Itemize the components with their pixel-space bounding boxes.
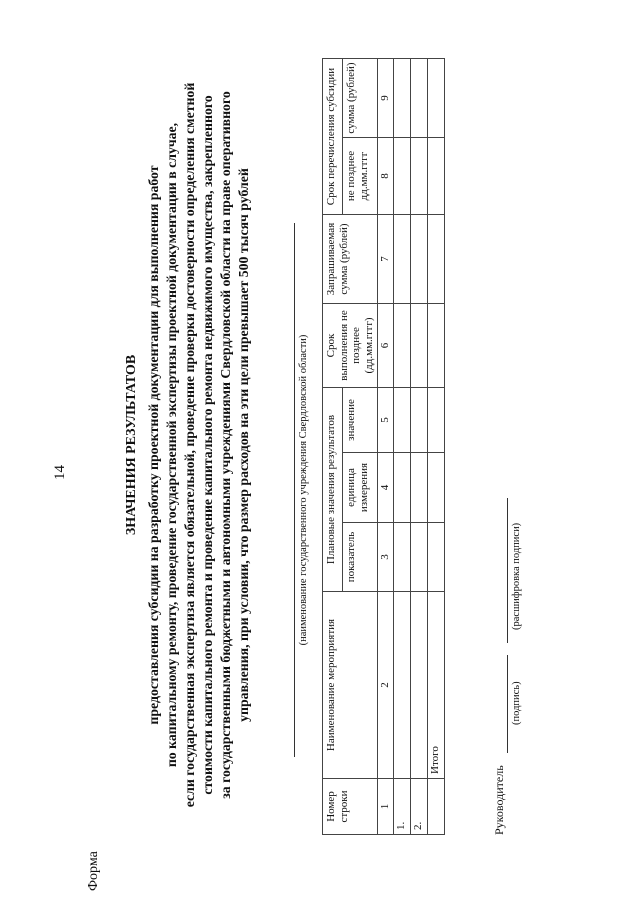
table-cell[interactable]	[428, 453, 445, 523]
table-cell[interactable]	[428, 523, 445, 592]
column-number: 5	[378, 388, 394, 453]
table-cell[interactable]	[411, 453, 428, 523]
header-unit: единица измерения	[343, 453, 378, 523]
signature-caption: (подпись)	[511, 681, 522, 725]
header-row-number: Номер строки	[323, 779, 378, 835]
header-value: значение	[343, 388, 378, 453]
table-cell[interactable]	[411, 215, 428, 304]
document-title: ЗНАЧЕНИЯ РЕЗУЛЬТАТОВ	[124, 354, 139, 536]
title-line: управления, при условии, что размер расходов на эти цели превышает 500 тысяч рублей	[236, 168, 251, 722]
table-cell[interactable]	[394, 388, 411, 453]
title-line: предоставления субсидии на разработку проектной документации для выполнения работ	[146, 165, 161, 725]
results-table	[322, 58, 445, 835]
form-label: Форма	[86, 851, 101, 891]
table-row	[411, 59, 428, 835]
signature-line[interactable]	[507, 655, 508, 753]
row-number: 2.	[411, 779, 428, 835]
signature-decode-line[interactable]	[507, 498, 508, 643]
header-deadline: Срок выполнения не позднее (дд.мм.гггг)	[323, 304, 378, 388]
table-cell[interactable]	[411, 523, 428, 592]
table-cell[interactable]	[394, 59, 411, 138]
table-cell[interactable]	[394, 215, 411, 304]
signature-decode-caption: (расшифровка подписи)	[511, 522, 522, 630]
row-number: 1.	[394, 779, 411, 835]
header-transfer-period: Срок перечисления субсидии	[323, 59, 343, 215]
head-label: Руководитель	[492, 765, 506, 835]
total-label: Итого	[428, 592, 445, 779]
table-cell[interactable]	[428, 388, 445, 453]
table-cell[interactable]	[428, 215, 445, 304]
page-number: 14	[52, 465, 68, 480]
column-number: 9	[378, 59, 394, 138]
table-cell[interactable]	[394, 523, 411, 592]
table-cell[interactable]	[411, 592, 428, 779]
column-number: 3	[378, 523, 394, 592]
institution-caption: (наименование государственного учреждения Свердловской области)	[298, 334, 309, 646]
column-number: 2	[378, 592, 394, 779]
total-row	[428, 59, 445, 835]
title-line: по капитальному ремонту, проведение государственной экспертизы проектной документации в случае,	[164, 122, 179, 768]
header-indicator: показатель	[343, 523, 378, 592]
header-event-name: Наименование мероприятия	[323, 592, 378, 779]
table-cell[interactable]	[394, 304, 411, 388]
column-number: 4	[378, 453, 394, 523]
table-cell[interactable]	[428, 304, 445, 388]
table-cell[interactable]	[411, 388, 428, 453]
column-number: 7	[378, 215, 394, 304]
title-line: стоимости капитального ремонта и проведение капитального ремонта недвижимого имущества, закрепленного	[200, 95, 215, 795]
title-line: за государственными бюджетными и автономными учреждениями Свердловской области на праве оперативного	[218, 91, 233, 799]
table-cell[interactable]	[394, 592, 411, 779]
header-transfer-sum: сумма (рублей)	[343, 59, 378, 138]
table-cell	[428, 779, 445, 835]
table-row	[394, 59, 411, 835]
column-number: 1	[378, 779, 394, 835]
column-number: 6	[378, 304, 394, 388]
column-number: 8	[378, 138, 394, 215]
title-line: если государственная экспертиза является обязательной, проведение проверки достоверности определения сметной	[182, 82, 197, 808]
table-cell[interactable]	[394, 453, 411, 523]
header-planned-values: Плановые значения результатов	[323, 388, 343, 592]
header-requested-sum: Запрашиваемая сумма (рублей)	[323, 215, 378, 304]
table-cell[interactable]	[428, 59, 445, 138]
table-cell[interactable]	[394, 138, 411, 215]
institution-name-line[interactable]	[294, 223, 295, 757]
table-cell[interactable]	[411, 304, 428, 388]
table-cell[interactable]	[411, 138, 428, 215]
header-transfer-date: не позднее дд.мм.гггг	[343, 138, 378, 215]
table-cell[interactable]	[411, 59, 428, 138]
table-cell[interactable]	[428, 138, 445, 215]
